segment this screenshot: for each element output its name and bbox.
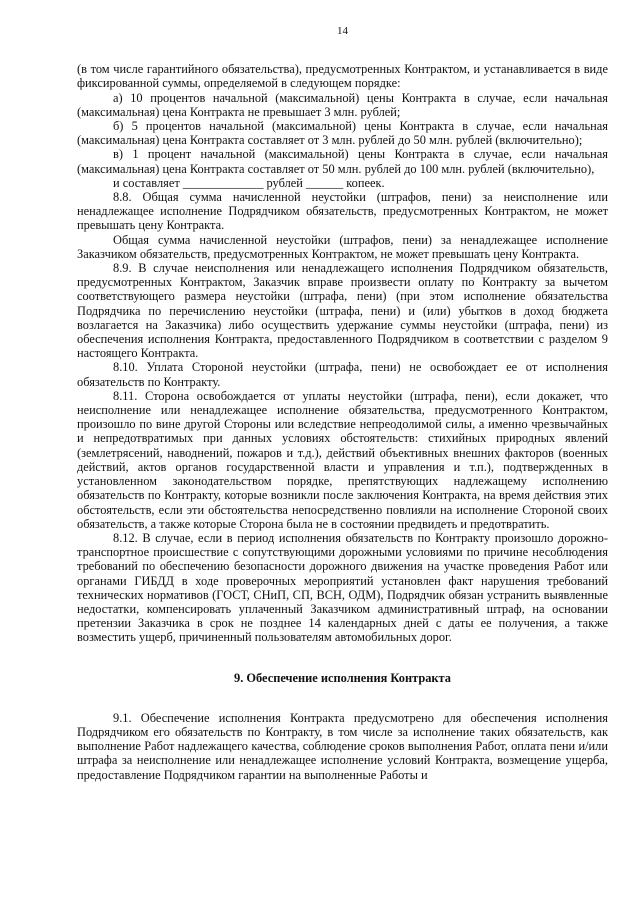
paragraph: Общая сумма начисленной неустойки (штрафов, пени) за ненадлежащее исполнение Заказчиком обязательств, предусмотренных Контрактом, не может превышать цену Контракта. [77,232,608,261]
paragraph: 8.12. В случае, если в период исполнения обязательств по Контракту произошло дорожно-транспортное происшествие с сопутствующими дорожными условиями по причине несоблюдения требований по обеспечению безопасности дорожного движения на участке проведения Работ или органами ГИБДД в ходе проверочных мероприятий установлен факт нарушения требований технических нормативов (ГОСТ, СНиП, СП, ВСН, ОДМ), Подрядчик обязан устранить выявленные недостатки, компенсировать уплаченный Заказчиком административный штраф, на основании претензии Заказчика в срок не позднее 14 календарных дней с даты ее получения, а также возместить ущерб, причиненный пользователям автомобильных дорог. [77,530,608,645]
paragraph: 8.11. Сторона освобождается от уплаты неустойки (штрафа, пени), если докажет, что неисполнение или ненадлежащее исполнение обязательства, предусмотренного Контрактом, произошло по вине другой Стороны или вследствие непреодолимой силы, а именно чрезвычайных и непредотвратимых при данных условиях обстоятельств: стихийных природных явлений (землетрясений, наводнений, пожаров и т.д.), действий объективных внешних факторов (военных действий, актов органов государственной власти и управления и т.п.), подтвержденных в установленном законодательством порядке, препятствующих надлежащему исполнению обязательств по Контракту, которые возникли после заключения Контракта, на время действия этих обстоятельств, если эти обстоятельства непосредственно повлияли на исполнение Стороной своих обязательств, а также которые Сторона была не в состоянии предвидеть и предотвратить. [77,388,608,531]
body-text-after [77,711,608,782]
paragraph: б) 5 процентов начальной (максимальной) цены Контракта в случае, если начальная (максимальная) цена Контракта составляет от 3 млн. рублей до 50 млн. рублей (включительно); [77,119,608,148]
paragraph: 8.9. В случае неисполнения или ненадлежащего исполнения Подрядчиком обязательств, предусмотренных Контрактом, Заказчик вправе произвести оплату по Контракту за вычетом соответствующего размера неустойки (штрафа, пени) (при этом исполнение обязательства Подрядчика по перечислению неустойки (штрафа, пени) и (или) убытков в доход бюджета возлагается на Заказчика) либо осуществить удержание суммы неустойки (штрафа, пени) из обеспечения исполнения Контракта, предоставленного Подрядчиком в соответствии с разделом 9 настоящего Контракта. [77,261,608,361]
paragraph: 8.8. Общая сумма начисленной неустойки (штрафов, пени) за неисполнение или ненадлежащее исполнение Подрядчиком обязательств, предусмотренных Контрактом, не может превышать цену Контракта. [77,190,608,233]
paragraph: 9.1. Обеспечение исполнения Контракта предусмотрено для обеспечения исполнения Подрядчиком его обязательств по Контракту, в том числе за исполнение таких обязательств, как выполнение Работ надлежащего качества, соблюдение сроков выполнения Работ, оплата пени и/или штрафа за неисполнение или ненадлежащее исполнение условий Контракта, возмещение ущерба, предоставление Подрядчиком гарантии на выполненные Работы и [77,710,608,782]
paragraph: (в том числе гарантийного обязательства), предусмотренных Контрактом, и устанавливается в виде фиксированной суммы, определяемой в следующем порядке: [77,62,608,91]
paragraph: и составляет _____________ рублей ______ копеек. [113,175,385,190]
section-heading: 9. Обеспечение исполнения Контракта [234,670,451,685]
body-text-before [77,62,608,644]
paragraph: а) 10 процентов начальной (максимальной) цены Контракта в случае, если начальная (максимальная) цена Контракта не превышает 3 млн. рублей; [77,90,608,119]
page-number: 14 [337,25,348,37]
paragraph: в) 1 процент начальной (максимальной) цены Контракта в случае, если начальная (максимальная) цена Контракта составляет от 50 млн. рублей до 100 млн. рублей (включительно), [77,147,608,176]
paragraph: 8.10. Уплата Стороной неустойки (штрафа, пени) не освобождает ее от исполнения обязательств по Контракту. [77,360,608,389]
